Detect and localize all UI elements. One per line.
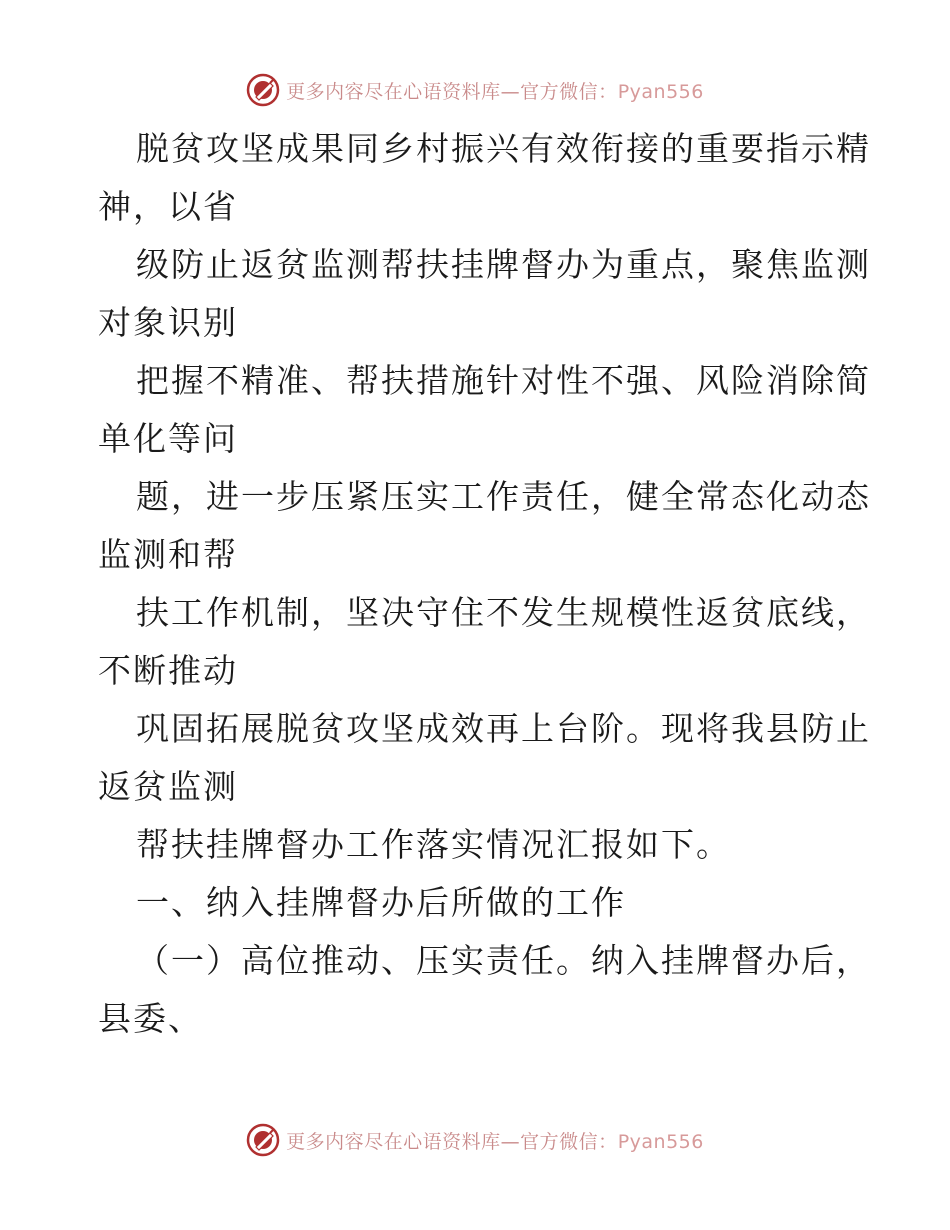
banner-separator: — <box>500 80 521 103</box>
text-line: 把握不精准、帮扶措施针对性不强、风险消除简 <box>136 361 871 400</box>
banner-site-name: 更多内容尽在心语资料库 <box>286 1130 501 1153</box>
text-line: 对象识别 <box>98 303 238 342</box>
banner-wechat-label: 官方微信： <box>520 80 618 103</box>
pen-logo-icon <box>246 1123 280 1157</box>
header-banner <box>0 70 950 110</box>
pen-logo-icon <box>246 73 280 107</box>
banner-text <box>286 1127 704 1154</box>
text-line: 返贫监测 <box>98 767 238 806</box>
text-line: 题，进一步压紧压实工作责任，健全常态化动态 <box>136 477 871 516</box>
text-line: （一）高位推动、压实责任。纳入挂牌督办后， <box>136 941 871 980</box>
banner-wechat-label: 官方微信： <box>520 1130 618 1153</box>
text-line: 监测和帮 <box>98 535 238 574</box>
text-line: 帮扶挂牌督办工作落实情况汇报如下。 <box>136 825 731 864</box>
text-line: 单化等问 <box>98 419 238 458</box>
banner-wechat-id: Pyan556 <box>617 1130 704 1153</box>
text-line: 县委、 <box>98 999 203 1038</box>
banner-wechat-id: Pyan556 <box>617 80 704 103</box>
banner-text <box>286 77 704 104</box>
text-line: 巩固拓展脱贫攻坚成效再上台阶。现将我县防止 <box>136 709 871 748</box>
text-line: 脱贫攻坚成果同乡村振兴有效衔接的重要指示精 <box>136 129 871 168</box>
text-line: 级防止返贫监测帮扶挂牌督办为重点，聚焦监测 <box>136 245 871 284</box>
footer-banner <box>0 1120 950 1160</box>
document-body <box>98 120 871 1048</box>
banner-site-name: 更多内容尽在心语资料库 <box>286 80 501 103</box>
text-line: 神，以省 <box>98 187 238 226</box>
text-line: 一、纳入挂牌督办后所做的工作 <box>136 883 626 922</box>
banner-separator: — <box>500 1130 521 1153</box>
text-line: 扶工作机制，坚决守住不发生规模性返贫底线， <box>136 593 871 632</box>
text-line: 不断推动 <box>98 651 238 690</box>
